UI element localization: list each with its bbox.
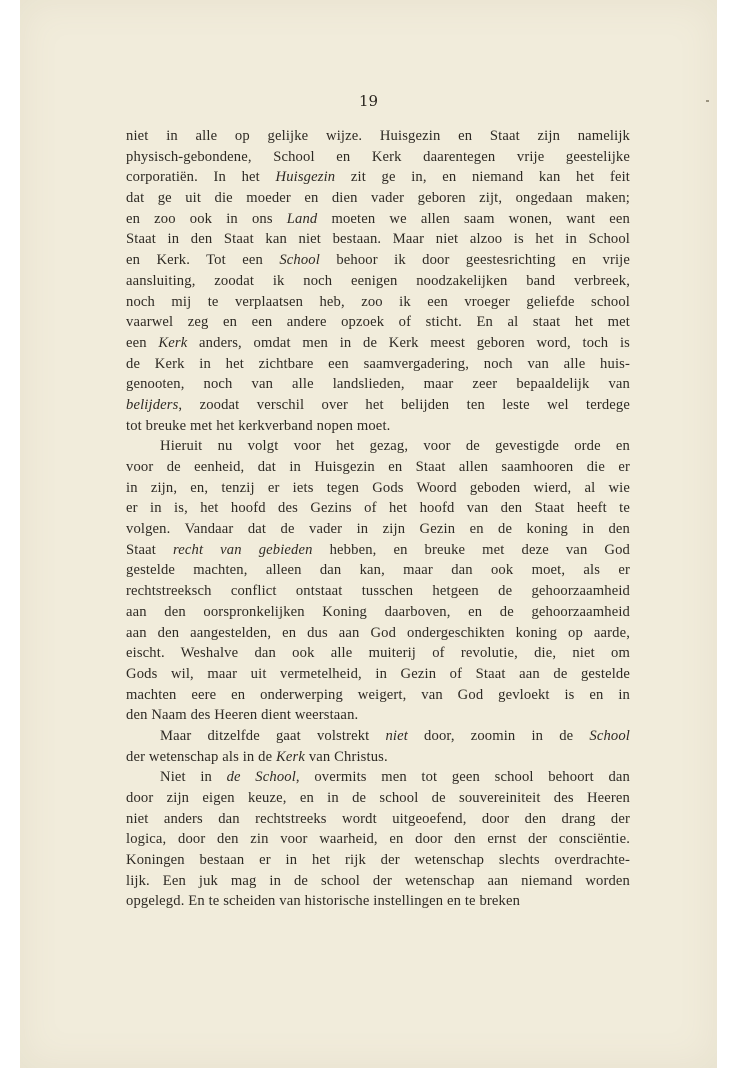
text-line — [126, 602, 630, 623]
italic-text: Land — [286, 210, 318, 227]
text-line — [126, 126, 630, 147]
text-run: Maar ditzelfde gaat volstrekt — [160, 727, 386, 744]
text-run: door zijn eigen keuze, en in de school de souvereiniteit des Heeren — [126, 790, 630, 806]
text-line — [126, 850, 630, 871]
text-line — [126, 436, 630, 457]
text-run: , zoodat verschil over het belijden ten leste wel terdege — [178, 396, 630, 413]
text-run: Staat in den Staat kan niet bestaan. Maar niet alzoo is het in School — [126, 231, 630, 248]
text-line — [126, 229, 630, 250]
text-run: der wetenschap als in de — [126, 748, 277, 765]
text-line — [126, 560, 630, 581]
body-text — [126, 126, 630, 912]
italic-text: belijders — [126, 396, 179, 413]
text-line — [126, 312, 630, 333]
text-run: physisch-gebondene, School en Kerk daarentegen vrije geestelijke — [126, 148, 630, 165]
text-line — [126, 871, 630, 892]
italic-text: Kerk — [158, 334, 188, 351]
text-run: de Kerk in het zichtbare een saamvergadering, noch van alle huis- — [126, 355, 630, 372]
italic-text: Huisgezin — [275, 169, 336, 186]
text-line — [126, 416, 630, 437]
text-run: dat ge uit die moeder en dien vader geboren zijt, ongedaan maken; — [126, 190, 630, 207]
text-run: moeten we allen saam wonen, want een — [317, 210, 630, 227]
text-line — [126, 788, 630, 809]
text-run: behoor ik door geestesrichting en vrije — [319, 252, 630, 269]
text-run: en Kerk. Tot een — [126, 252, 280, 269]
text-run: Staat — [126, 541, 173, 558]
scan-speck — [706, 100, 709, 102]
text-line — [126, 498, 630, 519]
text-run: volgen. Vandaar dat de vader in zijn Gezin en de koning in den — [126, 521, 630, 538]
text-line — [126, 333, 630, 354]
text-line — [126, 643, 630, 664]
text-line — [126, 478, 630, 499]
text-line — [126, 167, 630, 188]
text-run: door, zoomin in de — [407, 727, 590, 744]
italic-text: Kerk — [276, 748, 306, 765]
text-run: en zoo ook in ons — [126, 210, 287, 227]
text-run: niet in alle op gelijke wijze. Huisgezin en Staat zijn namelijk — [126, 128, 630, 144]
text-run: eischt. Weshalve dan ook alle muiterij of revolutie, die, niet om — [126, 645, 630, 662]
text-run: Niet in — [160, 769, 227, 786]
text-line — [126, 188, 630, 209]
text-run: voor de eenheid, dat in Huisgezin en Staat allen saamhooren die er — [126, 459, 630, 475]
text-line — [126, 705, 630, 726]
text-run: noch mij te verplaatsen heb, zoo ik een vroeger geliefde school — [126, 293, 630, 310]
paragraph — [126, 126, 630, 436]
italic-text: niet — [385, 727, 408, 744]
italic-text: recht van gebieden — [172, 541, 313, 558]
text-run: anders, omdat men in de Kerk meest geboren word, toch is — [187, 334, 630, 351]
text-run: aan den oorspronkelijken Koning daarboven, en de gehoorzaamheid — [126, 603, 630, 620]
text-run: tot breuke met het kerkverband nopen moet. — [126, 417, 391, 434]
page-number: 19 — [358, 92, 379, 110]
text-run: aansluiting, zoodat ik noch eenigen noodzakelijken band verbreek, — [126, 272, 630, 289]
text-run: van Christus. — [305, 748, 388, 765]
paragraph — [126, 436, 630, 726]
text-line — [126, 829, 630, 850]
text-run: er in is, het hoofd des Gezins of het hoofd van den Staat heeft te — [126, 500, 630, 517]
text-run: Koningen bestaan er in het rijk der wetenschap slechts overdrachte- — [126, 852, 630, 869]
text-line — [126, 726, 630, 747]
text-run: machten eere en onderwerping weigert, van God gevloekt is en in — [126, 686, 630, 703]
text-run: Gods wil, maar uit vermetelheid, in Gezin of Staat aan de gestelde — [126, 665, 630, 682]
text-line — [126, 292, 630, 313]
text-line — [126, 664, 630, 685]
text-run: corporatiën. In het — [126, 169, 276, 186]
paragraph — [126, 767, 630, 912]
italic-text: School — [279, 252, 320, 269]
text-line — [126, 581, 630, 602]
italic-text: de School — [226, 769, 296, 786]
book-page — [20, 0, 717, 1068]
text-line — [126, 147, 630, 168]
text-run: genooten, noch van alle landslieden, maar zeer bepaaldelijk van — [126, 376, 630, 393]
text-line — [126, 250, 630, 271]
text-run: logica, door den zin voor waarheid, en door den ernst der consciëntie. — [126, 831, 630, 848]
text-run: in zijn, en, tenzij er iets tegen Gods Woord geboden wierd, al wie — [126, 479, 630, 496]
text-run: niet anders dan rechtstreeks wordt uitgeoefend, door den drang der — [126, 810, 630, 827]
text-run: gestelde machten, alleen dan kan, maar dan ook moet, als er — [126, 562, 630, 579]
text-line — [126, 685, 630, 706]
text-line — [126, 271, 630, 292]
text-line — [126, 209, 630, 230]
text-line — [126, 747, 630, 768]
text-line — [126, 540, 630, 561]
text-run: zit ge in, en niemand kan het feit — [335, 169, 630, 186]
italic-text: School — [589, 727, 630, 744]
text-line — [126, 767, 630, 788]
text-line — [126, 623, 630, 644]
text-line — [126, 519, 630, 540]
text-run: aan den aangestelden, en dus aan God ondergeschikten koning op aarde, — [126, 624, 630, 641]
text-line — [126, 457, 630, 478]
text-run: , overmits men tot geen school behoort dan — [295, 769, 630, 786]
text-run: vaarwel zeg en een andere opzoek of sticht. En al staat het met — [126, 314, 630, 331]
text-run: lijk. Een juk mag in de school der wetenschap aan niemand worden — [126, 872, 630, 889]
text-run: hebben, en breuke met deze van God — [312, 541, 630, 558]
text-run: opgelegd. En te scheiden van historische instellingen en te breken — [126, 893, 521, 910]
text-line — [126, 395, 630, 416]
text-line — [126, 891, 630, 912]
text-line — [126, 354, 630, 375]
text-run: Hieruit nu volgt voor het gezag, voor de gevestigde orde en — [160, 438, 630, 455]
text-line — [126, 809, 630, 830]
text-line — [126, 374, 630, 395]
text-run: rechtstreeksch conflict ontstaat tusschen hetgeen de gehoorzaamheid — [126, 583, 630, 600]
paragraph — [126, 726, 630, 767]
text-run: een — [126, 334, 159, 351]
text-run: den Naam des Heeren dient weerstaan. — [126, 707, 359, 724]
